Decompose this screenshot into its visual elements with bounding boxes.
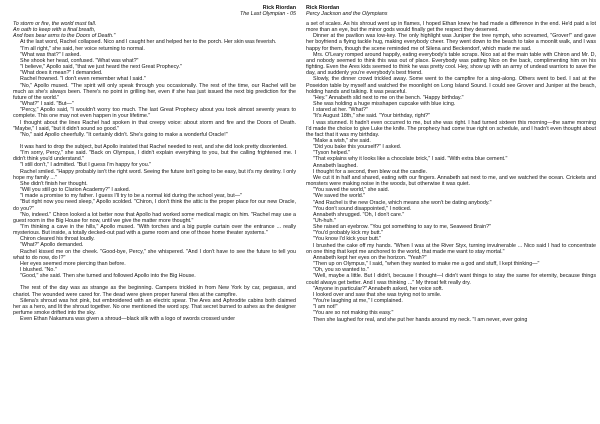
paragraph: "You know I'd kick your butt." <box>313 236 382 243</box>
paragraph: Rachel kissed me on the cheek. "Good-bye, Percy," she whispered. "And I don't have to see the future to tell you what to do now, do I?" <box>13 248 296 261</box>
paragraph: I looked over and saw that she was trying not to smile. <box>313 291 442 298</box>
paragraph: Chiron cleared his throat loudly. <box>20 236 95 243</box>
right-page-body <box>306 21 596 323</box>
paragraph: "I believe," Apollo said, "that we just heard the next Great Prophecy." <box>20 64 182 71</box>
paragraph: Rachel frowned. "I don't even remember what I said." <box>20 76 146 83</box>
right-book-title: Percy Jackson and the Olympians <box>306 11 388 17</box>
paragraph: I thought about the lines Rachel had spoken in that creepy voice: about storm and fire and the Doors of Death. "Maybe," I said, "but it didn't sound so good." <box>13 119 296 132</box>
paragraph: Even Ethan Nakamura was given a shroud—black silk with a logo of swords crossed under <box>20 316 236 323</box>
paragraph: "You don't sound disappointed," I noticed. <box>313 205 412 212</box>
paragraph: I thought for a second, then blew out the candle. <box>313 168 428 175</box>
paragraph: "What?" I said. "But—" <box>20 101 74 108</box>
paragraph: To storm or fire, the world must fall. <box>13 21 97 27</box>
paragraph: "That explains why it looks like a chocolate brick," I said. "With extra blue cement." <box>313 156 508 163</box>
paragraph: The rest of the day was as strange as the beginning. Campers trickled in from New York by car, pegasus, and chariot. The wounded were cared for. The dead were given proper funeral rites at the campfire. <box>13 285 296 298</box>
paragraph: "Good," she said. Then she turned and followed Apollo into the Big House. <box>20 273 196 280</box>
paragraph: "I still don't," I admitted. "But I guess I'm happy for you." <box>20 162 152 169</box>
paragraph: "But right now you need sleep," Apollo scolded. "Chiron, I don't think the attic is the proper place for our new Oracle, do you?" <box>13 199 296 212</box>
paragraph: "You saved the world," she said. <box>313 187 390 194</box>
paragraph: And foes bear arms to the Doors of Death." <box>13 33 116 40</box>
paragraph: a set of scales. As his shroud went up in flames, I hoped Ethan knew he had made a difference in the end. He'd paid a lot more than an eye, but the minor gods would finally get the respect they deserved. <box>306 21 596 34</box>
paragraph: "Well, maybe a little. But I didn't, because I thought—I didn't want things to stay the same for eternity, because things could always get better. And I was thinking ..." My throat felt really dry. <box>306 273 596 286</box>
right-page <box>300 0 600 424</box>
paragraph: "No," said Apollo cheerfully. "It certainly didn't. She's going to make a wonderful Oracle!" <box>20 131 228 138</box>
paragraph: "Hey." Annabeth slid next to me on the bench. "Happy birthday." <box>313 94 464 101</box>
paragraph: "Anyone in particular?" Annabeth asked, her voice soft. <box>313 285 444 292</box>
paragraph: She raised an eyebrow. "You got something to say to me, Seaweed Brain?" <box>313 224 491 231</box>
paragraph: "What does it mean?" I demanded. <box>20 70 103 77</box>
paragraph: "No, indeed." Chiron looked a lot better now that Apollo had worked some medical magic on him. "Rachel may use a guest room in the Big House for now, until we give the matter more thought." <box>13 211 296 224</box>
paragraph: Annabeth shrugged. "Oh, I don't care." <box>313 211 405 218</box>
paragraph: "Then up on Olympus," I said, "when they wanted to make me a god and stuff, I kept thinking—" <box>313 261 540 268</box>
paragraph: "Make a wish," she said. <box>313 137 371 144</box>
paragraph: "And Rachel is the new Oracle, which means she won't be dating anybody." <box>313 199 492 206</box>
paragraph: "You are so not making this easy." <box>313 310 394 317</box>
paragraph: An oath to keep with a final breath, <box>13 27 96 34</box>
paragraph: "Will you still go to Clarion Academy?" I asked. <box>20 187 131 194</box>
paragraph: At the last word, Rachel collapsed. Nico and I caught her and helped her to the porch. Her skin was feverish. <box>20 39 277 46</box>
paragraph: "What?" Apollo demanded. <box>20 242 84 249</box>
paragraph: Dinner at the pavilion was low-key. The only highlight was Juniper the tree nymph, who screamed, "Grover!" and gave her boyfriend a flying tackle hug, making everybody cheer. They went down to the beach to take a moonlit walk, and I was happy for them, though the scene reminded me of Silena and Beckendorf, which made me sad. <box>306 33 596 52</box>
paragraph: "I'm thinking a cave in the hills," Apollo mused. "With torches and a big purple curtain over the entrance ... really mysterious. But inside, a totally decked-out pad with a game room and one of those home theater systems." <box>13 224 296 237</box>
left-book-title: The Last Olympian - 05 <box>239 11 296 17</box>
paragraph: I stared at her. "What?" <box>313 107 368 114</box>
paragraph: "Did you bake this yourself?" I asked. <box>313 144 402 151</box>
left-author: Rick Riordan <box>262 5 296 11</box>
right-page-header <box>306 5 596 17</box>
paragraph: "It's August 18th," she said. "Your birthday, right?" <box>313 113 431 120</box>
paragraph: She didn't finish her thought. <box>20 180 88 187</box>
paragraph: We cut it in half and shared, eating with our fingers. Annabeth sat next to me, and we watched the ocean. Crickets and monsters were making noise in the woods, but otherwise it was quiet. <box>306 174 596 188</box>
paragraph: Mrs. O'Leary romped around happily, eating everybody's table scraps. Nico sat at the main table with Chiron and Mr. D, and nobody seemed to think this was out of place. Everybody was patting Nico on the back, complimenting him on his fighting. Even the Ares kids seemed to think he was pretty cool. Hey, show up with an army of undead warriors to save the day, and suddenly you're everybody's best friend. <box>306 51 596 77</box>
paragraph: "No," Apollo mused. "The spirit will only speak through you occasionally. The rest of the time, our Rachel will be much as she's always been. There's no point in grilling her, even if she has just issued the next big prediction for the future of the world." <box>13 82 296 101</box>
paragraph: "You'd probably kick my butt." <box>313 230 383 237</box>
paragraph: "I made a promise to my father. I guess I'll try to be a normal kid during the school year, but—" <box>20 193 242 200</box>
paragraph: "Oh, you so wanted to." <box>313 267 369 274</box>
paragraph: Her eyes seemed more piercing than before. <box>20 260 126 267</box>
paragraph: "We saved the world." <box>313 193 366 200</box>
paragraph: "Percy," Apollo said, "I wouldn't worry too much. The last Great Prophecy about you took almost seventy years to complete. This one may not even happen in your lifetime." <box>13 107 296 120</box>
paragraph: Then she laughed for real, and she put her hands around my neck. "I am never, ever going <box>313 316 528 323</box>
paragraph: Silena's shroud was hot pink, but embroidered with an electric spear. The Ares and Aphrodite cabins both claimed her as a hero, and lit the shroud together. No one mentioned the word spy. That secret burned to ashes as the designer perfume smoke drifted into the sky. <box>13 297 296 317</box>
paragraph: Annabeth laughed. <box>313 162 358 169</box>
paragraph: I blushed. "No." <box>20 267 57 274</box>
paragraph: It was hard to drop the subject, but Apollo insisted that Rachel needed to rest, and she did look pretty disoriented. <box>20 143 288 150</box>
paragraph: "I'm all right," she said, her voice returning to normal. <box>20 45 145 52</box>
paragraph: I brushed the cake off my hands. "When I was at the River Styx, turning invulnerable ... Nico said I had to concentrate on one thing that kept me anchored to the world, that made me want to stay mortal." <box>306 242 596 255</box>
right-author: Rick Riordan <box>306 5 340 11</box>
paragraph: She shook her head, confused. "What was what?" <box>20 57 139 64</box>
paragraph: "I'm sorry, Percy," she said. "Back on Olympus, I didn't explain everything to you, but the calling frightened me. I didn't think you'd understand." <box>13 150 296 163</box>
paragraph: "Uh-huh." <box>313 218 336 224</box>
paragraph: Slowly, the dinner crowd trickled away. Some went to the campfire for a sing-along. Others went to bed. I sat at the Poseidon table by myself and watched the moonlight on Long Island Sound. I could see Grover and Juniper at the beach, holding hands and talking. It was peaceful. <box>306 76 596 95</box>
paragraph: "You're laughing at me," I complained. <box>313 298 403 305</box>
paragraph: I was stunned. It hadn't even occurred to me, but she was right. I had turned sixteen this morning—the same morning I'd made the choice to give Luke the knife. The prophecy had come true right on schedule, and I hadn't even thought about the fact that it was my birthday. <box>306 119 596 138</box>
paragraph: "I am not!" <box>313 304 338 311</box>
left-page-body <box>13 21 296 322</box>
paragraph: She was holding a huge misshapen cupcake with blue icing. <box>313 101 456 108</box>
paragraph: "Tyson helped." <box>313 150 351 157</box>
paragraph: "What was that?" I asked. <box>20 51 81 58</box>
left-page-header <box>13 5 296 17</box>
paragraph: Annabeth kept her eyes on the horizon. "Yeah?" <box>313 254 427 261</box>
paragraph: Rachel smiled. "Happy probably isn't the right word. Seeing the future isn't going to be easy, but it's my destiny. I only hope my family ..." <box>13 168 296 181</box>
